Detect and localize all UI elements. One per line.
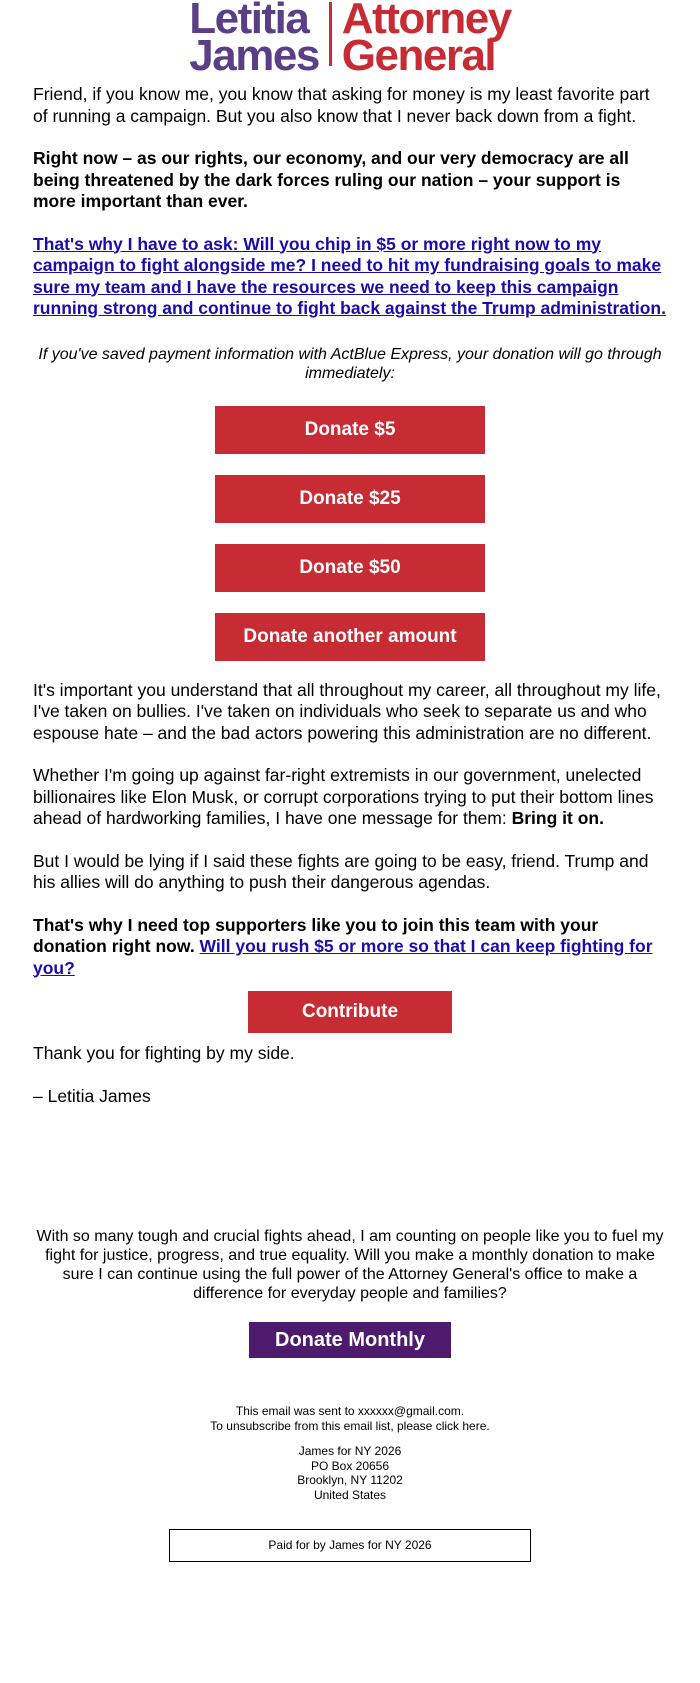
ask-paragraph [33, 234, 667, 320]
actblue-express-note: If you've saved payment information with ActBlue Express, your donation will go through immediately: [38, 345, 662, 382]
top-supporters-paragraph [33, 915, 667, 980]
donate-50-button[interactable]: Donate $50 [215, 544, 485, 592]
email-container [33, 0, 667, 1562]
thanks-line: Thank you for fighting by my side. [33, 1043, 295, 1063]
ask-link[interactable]: That's why I have to ask: Will you chip in $5 or more right now to my campaign to fight alongside me? I need to hit my fundraising goals to make sure my team and I have the resources we need to keep this campaign running strong and continue to fight back against the Trump administration. [33, 233, 666, 318]
mailing-address [33, 1444, 667, 1502]
paid-for-disclaimer: Paid for by James for NY 2026 [169, 1529, 531, 1562]
sent-to-line [33, 1404, 667, 1419]
rush-5-link[interactable]: Will you rush $5 or more so that I can keep fighting for you? [33, 936, 653, 978]
donate-buttons [33, 406, 667, 682]
signature: – Letitia James [33, 1085, 151, 1106]
address-line: Brooklyn, NY 11202 [297, 1473, 403, 1487]
unsubscribe-suffix: . [486, 1418, 490, 1433]
logo-office [332, 0, 511, 80]
unsubscribe-line [33, 1419, 667, 1434]
bring-it-on-text: Whether I'm going up against far-right extremists in our government, unelected billionaires like Elon Musk, or corrupt corporations trying to put their bottom lines ahead of hardworking families, I have one message for them: [33, 765, 654, 828]
donate-5-button[interactable]: Donate $5 [215, 406, 485, 454]
donate-other-amount-button[interactable]: Donate another amount [215, 613, 485, 661]
intro-paragraph: Friend, if you know me, you know that asking for money is my least favorite part of running a campaign. But you also know that I never back down from a fight. [33, 84, 650, 126]
sent-to-prefix: This email was sent to [235, 1404, 358, 1418]
urgency-paragraph: Right now – as our rights, our economy, and our very democracy are all being threatened by the dark forces ruling our nation – your support is more important than ever. [33, 148, 629, 211]
address-line: James for NY 2026 [298, 1444, 402, 1458]
logo-office-line2: General [341, 31, 496, 80]
donate-25-button[interactable]: Donate $25 [215, 475, 485, 523]
fights-paragraph: But I would be lying if I said these fights are going to be easy, friend. Trump and his allies will do anything to push their dangerous agendas. [33, 850, 649, 892]
contribute-button[interactable]: Contribute [248, 991, 452, 1033]
email-footer [33, 1404, 667, 1502]
donate-monthly-button[interactable]: Donate Monthly [249, 1322, 451, 1358]
unsubscribe-prefix: To unsubscribe from this email list, please [210, 1418, 436, 1433]
campaign-logo [33, 0, 667, 80]
logo-first-name: Letitia [189, 0, 309, 43]
address-line: United States [313, 1487, 387, 1502]
sent-to-suffix: . [460, 1404, 465, 1418]
recipient-email[interactable]: xxxxxx@gmail.com [357, 1404, 461, 1418]
bullies-paragraph: It's important you understand that all throughout my career, all throughout my life, I've taken on bullies. I've taken on individuals who seek to separate us and who espouse hate – and the bad actors powering this administration are no different. [33, 679, 661, 743]
bring-it-on-paragraph [33, 765, 667, 830]
bring-it-on-bold: Bring it on. [511, 808, 604, 828]
monthly-appeal: With so many tough and crucial fights ahead, I am counting on people like you to fuel my fight for justice, progress, and true equality. Will you make a monthly donation to make sure I can continue using the full power of the Attorney General's office to make a difference for everyday people and families? [36, 1228, 664, 1302]
address-line: PO Box 20656 [310, 1458, 390, 1473]
logo-office-line1: Attorney [341, 0, 511, 43]
unsubscribe-link[interactable]: click here [435, 1418, 487, 1433]
logo-name [189, 0, 329, 80]
logo-last-name: James [189, 31, 319, 80]
top-supporters-bold: That's why I need top supporters like you to join this team with your donation right now. [33, 914, 599, 956]
